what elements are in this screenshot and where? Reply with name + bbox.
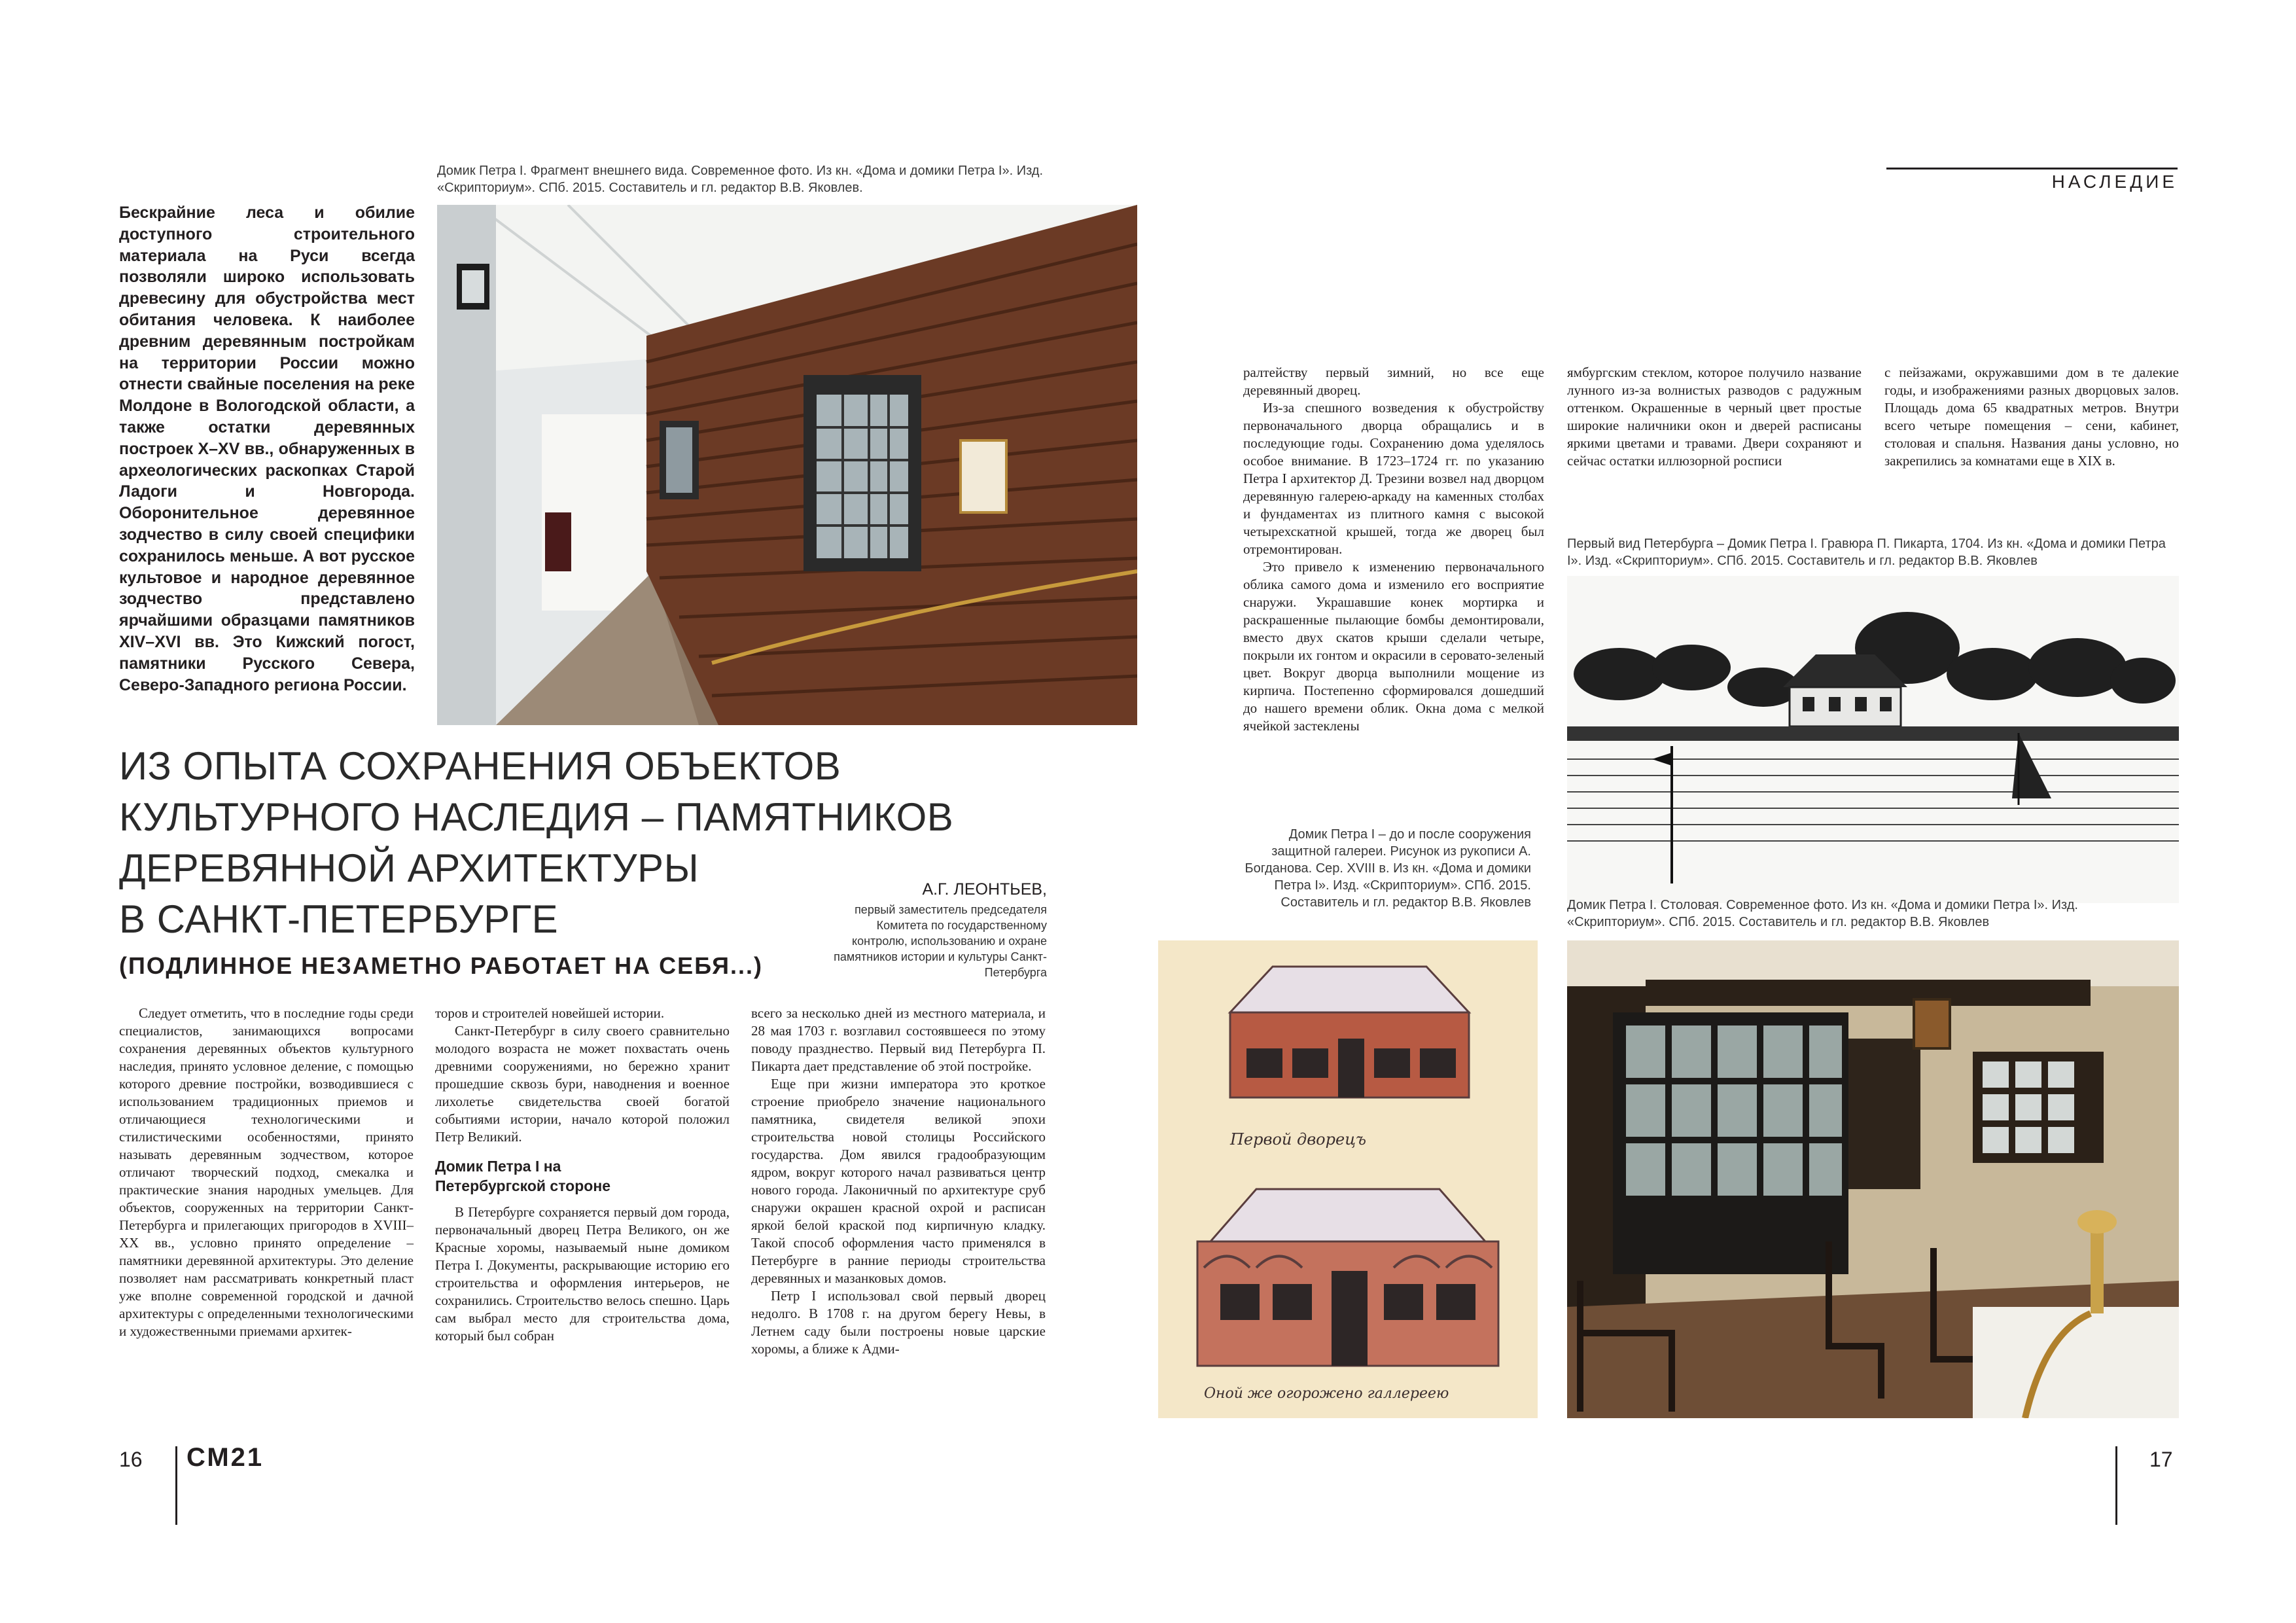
author-position: первый заместитель председателя Комитета по государственному контролю, использованию и охране памятников истории и культуры Санкт-Петербурга [834,903,1047,979]
article-subtitle: (ПОДЛИННОЕ НЕЗАМЕТНО РАБОТАЕТ НА СЕБЯ...) [119,952,764,979]
body-column-1 [119,1005,414,1340]
section-label: НАСЛЕДИЕ [2051,171,2178,192]
paragraph: с пейзажами, окружавшими дом в те далекие годы, и изображениями разных дворцовых залов. Площадь дома 65 квадратных метров. Внутри всего четыре помещения – сени, кабинет, столовая и спальня. Названия даны условно, но закрепились за комнатами еще в XIX в. [1884,365,2179,469]
photo-house-exterior [437,205,1137,725]
article-title-line-2: КУЛЬТУРНОГО НАСЛЕДИЯ – ПАМЯТНИКОВ [119,795,954,839]
page-number-right: 17 [2149,1448,2173,1471]
drawing-caption: Домик Петра I – до и после сооружения защитной галереи. Рисунок из рукописи А. Богданова. Сер. XVIII в. Из кн. «Дома и домики Петра I». Изд. «Скрипториум». СПб. 2015. Составитель и гл. редактор В.В. Яковлев [1245,827,1531,910]
paragraph: ямбургским стеклом, которое получило название лунного из-за волнистых разводов с радужным оттенком. Окрашенные в черный цвет простые широкие наличники окон и дверей расписаны яркими цветами и травами. Двери сохраняют и сейчас остатки иллюзорной росписи [1567,365,1862,469]
article-title-line-1: ИЗ ОПЫТА СОХРАНЕНИЯ ОБЪЕКТОВ [119,744,841,788]
paragraph: ралтейству первый зимний, но все еще деревянный дворец. [1243,365,1544,398]
paragraph: Еще при жизни императора это кроткое строение приобрело значение национального памятника, свидетеля великой эпохи строительства новой столицы Российского государства. Дом явился градообразующим ядром, вокруг которого начал развиваться центр нового города. Лаконичный по архитектуре сруб снаружи окрашен красной охрой и расписан яркой белой краской под кирпичную кладку. Такой способ оформления часто применялся в Петербурге в ранние периоды строительства деревянных и мазанковых домов. [751,1076,1046,1286]
body-column-4 [1243,364,1544,735]
paragraph: Санкт-Петербург в силу своего сравнительно молодого возраста не может похвастать очень древними сооружениями, но бережно хранит прошедшие сквозь бури, наводнения и военное лихолетье свидетельства своей богатой событиями истории, начало которой положил Петр Великий. [435,1023,730,1145]
article-title-line-4: В САНКТ-ПЕТЕРБУРГЕ [119,897,559,941]
drawing-label-bottom: Оной же огорожено галлереею [1204,1385,1449,1402]
paragraph: торов и строителей новейшей истории. [435,1005,665,1021]
paragraph: Следует отметить, что в последние годы среди специалистов, занимающихся вопросами сохранения деревянных объектов культурного наследия, принято условное деление, с помощью которого древние постройки, возводившиеся с использованием традиционных приемов и отличающиеся технологическими и стилистическими особенностями, принято называть деревянным зодчеством, которое отличают творческий подход, смекалка и практические знания народных умельцев. Для объектов, сооруженных на территории Санкт-Петербурга и прилегающих пригородов в XVIII–XX вв., условно принято определение – памятники деревянной архитектуры. Это деление позволяет нам рассматривать конкретный пласт уже вполне современной городской и дачной архитектуры с определенными технологическими и художественными приемами архитек- [119,1005,414,1339]
paragraph: Петр I использовал свой первый дворец недолго. В 1708 г. на другом берегу Невы, в Летнем саду были построены новые царские хоромы, а ближе к Адми- [751,1288,1046,1357]
article-title-line-3: ДЕРЕВЯННОЙ АРХИТЕКТУРЫ [119,846,699,890]
body-column-2 [435,1005,730,1345]
paragraph: В Петербурге сохраняется первый дом города, первоначальный дворец Петра Великого, он же Красные хоромы, называемый ныне домиком Петра I. Документы, раскрывающие историю его строительства и оформления интерьеров, не сохранились. Строительство велось спешно. Царь сам выбрал место для строительства дома, который был собран [435,1204,730,1344]
author-name: А.Г. ЛЕОНТЬЕВ, [922,880,1047,899]
paragraph: Из-за спешного возведения к обустройству первоначального дворца обращались и в последующие годы. Сохранению дома уделялось особое внимание. В 1723–1724 гг. по указанию Петра I архитектор Д. Трезини возвел над дворцом деревянную галерею-аркаду на каменных столбах и фундаментах из плитного камня с высокой четырехскатной крышей, тогда же дворец был отремонтирован. [1243,400,1544,557]
paragraph: Это привело к изменению первоначального облика самого дома и изменило его восприятие снаружи. Украшавшие конек мортирка и раскрашенные пылающие бомбы демонтировали, вместо двух скатов крыши сделали четыре, покрыли их гонтом и окрасили в серовато-зеленый цвет. Вокруг дворца выполнили мощение из кирпича. Постепенно сформировался дошедший до нашего времени облик. Окна дома с мелкой ячейкой застеклены [1243,559,1544,734]
header-rule [1886,168,2178,169]
photo-dining-room [1567,940,2179,1418]
footer-rule-right [2115,1446,2117,1525]
engraving-first-view [1567,576,2179,903]
dining-room-caption: Домик Петра I. Столовая. Современное фото. Из кн. «Дома и домики Петра I». Изд. «Скрипториум». СПб. 2015. Составитель и гл. редактор В.В. Яковлев [1567,898,2078,929]
photo-caption-exterior: Домик Петра I. Фрагмент внешнего вида. Современное фото. Из кн. «Дома и домики Петра I». Изд. «Скрипториум». СПб. 2015. Составитель и гл. редактор В.В. Яковлев. [437,164,1044,195]
body-column-5 [1567,364,1862,470]
drawing-label-top: Первой дворецъ [1230,1130,1366,1149]
paragraph: всего за несколько дней из местного материала, и 28 мая 1703 г. возглавил состоявшееся по этому поводу празднество. Первый вид Петербурга П. Пикарта дает представление об этой постройке. [751,1005,1046,1074]
page-number-left: 16 [119,1448,143,1471]
footer-rule-left [175,1446,177,1525]
magazine-logo: СМ21 [186,1443,264,1472]
engraving-caption: Первый вид Петербурга – Домик Петра I. Гравюра П. Пикарта, 1704. Из кн. «Дома и домики Петра I». Изд. «Скрипториум». СПб. 2015. Составитель и гл. редактор В.В. Яковлев [1567,537,2166,568]
subheading: Домик Петра I на Петербургской стороне [435,1158,611,1194]
lead-paragraph: Бескрайние леса и обилие доступного строительного материала на Руси всегда позволяли широко использовать древесину для обустройства мест обитания человека. К наиболее древним деревянным постройкам на территории России можно отнести свайные поселения на реке Молдоне в Вологодской области, а также остатки деревянных построек X–XV вв., обнаруженных в археологических раскопках Старой Ладоги и Новгорода. Оборонительное деревянное зодчество в силу своей специфики сохранилось меньше. А вот русское культовое и народное деревянное зодчество представлено ярчайшими образцами памятников XIV–XVI вв. Это Кижский погост, памятники Русского Севера, Северо-Западного региона России. [119,204,415,694]
body-column-6 [1884,364,2179,470]
drawing-house-before-after [1158,940,1538,1418]
body-column-3 [751,1005,1046,1358]
